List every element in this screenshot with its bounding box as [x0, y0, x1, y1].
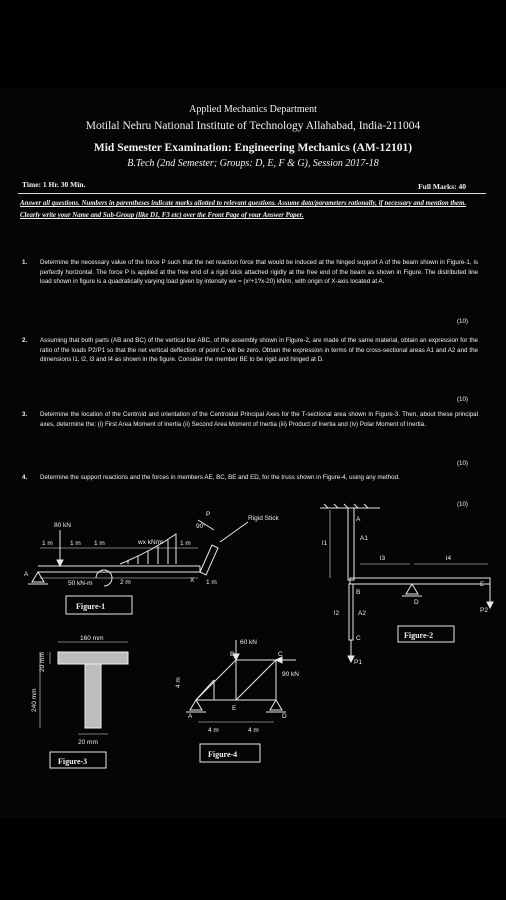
- fig1-dim-3: 1 m: [94, 540, 105, 547]
- question-text: Determine the location of the Centroid and orientation of the Centroidal Principal Axes for the T-sectional area shown in Figure-3. Then, about these principal axes, determine the: (i) First Area Moment of Inertia (ii) Second Area Moment of Inertia (iii) Product of Inertia and (iv) Polar Moment of Inertia.: [40, 411, 478, 428]
- fig2-p2: P2: [480, 607, 488, 614]
- support-d: [270, 700, 282, 710]
- bar-bc: [349, 584, 353, 640]
- rigid-member-be: [350, 578, 490, 584]
- fig2-p1: P1: [354, 659, 362, 666]
- figure-4: [186, 640, 296, 762]
- fig2-a1: A1: [360, 535, 368, 542]
- institute-name: Motilal Nehru National Institute of Technology Allahabad, India-211004: [85, 120, 421, 132]
- fig1-moment-label: 50 kN-m: [68, 580, 93, 587]
- fig2-l3: l3: [380, 555, 386, 562]
- figure-1-caption: Figure-1: [76, 602, 106, 611]
- fig2-b: B: [356, 589, 361, 596]
- fig4-a: A: [188, 713, 193, 720]
- fig1-load-label: 80 kN: [54, 522, 71, 529]
- figure-3-caption: Figure-3: [58, 757, 88, 766]
- fig1-dim-2: 1 m: [70, 540, 81, 547]
- fig4-b: B: [230, 651, 235, 658]
- fig1-a-label: A: [24, 571, 29, 578]
- fig1-dim-5: 2 m: [120, 579, 131, 586]
- exam-title: Mid Semester Examination: Engineering Mechanics (AM-12101): [93, 142, 413, 154]
- fig4-60kn: 60 kN: [240, 639, 257, 646]
- bar-ab: [348, 508, 354, 580]
- question-marks: (10): [456, 501, 468, 509]
- fig3-web-dim: 20 mm: [78, 739, 98, 746]
- fig1-stick-label: Rigid Stick: [248, 515, 279, 522]
- fig2-a2: A2: [358, 610, 366, 617]
- fig1-dim-1: 1 m: [42, 540, 53, 547]
- fig2-d: D: [414, 599, 419, 606]
- fig2-l1: l1: [322, 540, 328, 547]
- fig4-c: C: [278, 651, 283, 658]
- fig2-e: E: [480, 581, 485, 588]
- figure-1: [28, 520, 248, 614]
- fig1-p-label: P: [206, 511, 211, 518]
- fig2-l4: l4: [446, 555, 452, 562]
- question-marks: (10): [456, 460, 468, 468]
- rigid-stick: [200, 545, 218, 575]
- question-text: Determine the necessary value of the force P such that the net reaction force that would be induced at the hinged support A of the beam shown in Figure-1, is perfectly horizontal. The force P is applied at the free end of a rigid stick attached rigidly at the free end of the beam as shown in Figure. The distributed line load shown in figure is a quadratically varying load given by intensity wx = (x²+1?x-20) kN/m, with origin of X-axis located at A.: [40, 259, 478, 286]
- figure-3: [40, 642, 128, 768]
- support-a: [190, 700, 202, 710]
- fig1-angle-label: 90°: [196, 523, 206, 530]
- hinge-support-a: [32, 572, 44, 582]
- question-marks: (10): [456, 318, 468, 326]
- fig1-wx-label: wx kN/m: [138, 539, 163, 546]
- fig4-span-1: 4 m: [208, 727, 219, 734]
- question-number: 3.: [22, 411, 28, 418]
- exam-subline: B.Tech (2nd Semester; Groups: D, E, F & G), Session 2017-18: [127, 158, 379, 169]
- fig2-a: A: [356, 516, 361, 523]
- question-marks: (10): [456, 396, 468, 404]
- hinge-d: [406, 584, 418, 594]
- fig3-top-dim: 160 mm: [80, 635, 104, 642]
- question-text: Assuming that both parts (AB and BC) of the vertical bar ABC, of the assembly shown in Figure-2, are made of the same material, obtain an expression for the ratio of the loads P2/P1 so that the net vertical deflection of point C will be zero. Obtain the expression in terms of the cross-sectional areas A1 and A2 and the dimensions l1, l2, l3 and l4 as shown in the figure. Consider the member BE to be rigid and hinged at D.: [40, 337, 478, 364]
- fig1-dim-6: 1 m: [206, 579, 217, 586]
- member-ed: [236, 660, 276, 700]
- fig4-span-2: 4 m: [248, 727, 259, 734]
- t-web: [85, 664, 101, 728]
- fig2-c: C: [356, 635, 361, 642]
- department-title: Applied Mechanics Department: [189, 104, 317, 115]
- fig1-dim-4: 1 m: [180, 540, 191, 547]
- fig4-90kn: 90 kN: [282, 671, 299, 678]
- instructions: Answer all questions. Numbers in parentheses indicate marks allotted to relevant questions. Assume data/parameters rationally, if necessary and mention them. Clearly write your Name and Sub-Group (like D1, F3 etc) over the Front Page of your Answer Paper.: [20, 200, 467, 219]
- t-flange: [58, 652, 128, 664]
- fig3-height-dim: 240 mm: [31, 688, 38, 712]
- question-text: Determine the support reactions and the forces in members AE, BC, BE and ED, for the truss shown in Figure-4, using any method.: [40, 474, 400, 481]
- fig4-e: E: [232, 705, 237, 712]
- fig4-height: 4 m: [175, 677, 182, 688]
- question-number: 4.: [22, 474, 28, 481]
- question-number: 1.: [22, 259, 28, 266]
- time-allowed: Time: 1 Hr. 30 Min.: [22, 180, 86, 189]
- figure-4-caption: Figure-4: [208, 750, 238, 759]
- fig4-d: D: [282, 713, 287, 720]
- fig2-l2: l2: [334, 610, 340, 617]
- fig3-flange-dim: 20 mm: [39, 652, 46, 672]
- full-marks: Full Marks: 40: [418, 182, 466, 191]
- figure-2-caption: Figure-2: [404, 631, 434, 640]
- question-number: 2.: [22, 337, 28, 344]
- fig1-x-label: X: [190, 577, 195, 584]
